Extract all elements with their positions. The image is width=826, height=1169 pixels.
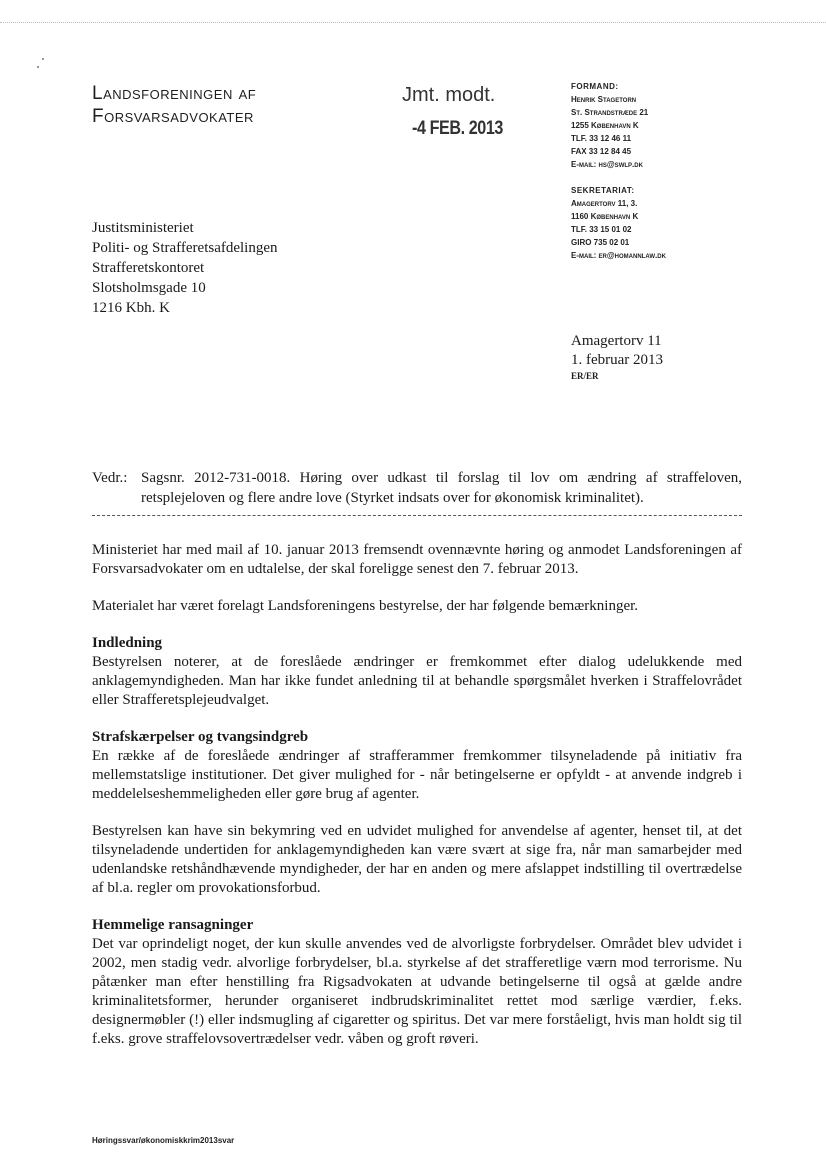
recipient-line: Justitsministeriet	[92, 220, 194, 236]
secretariat-street: Amagertorv 11, 3.	[571, 199, 638, 208]
chair-heading: FORMAND:	[571, 82, 619, 91]
body-paragraph: Materialet har været forelagt Landsforeningens bestyrelse, der har følgende bemærkninger.	[92, 598, 639, 614]
secretariat-phone: TLF. 33 15 01 02	[571, 225, 632, 234]
chair-street: St. Strandstræde 21	[571, 108, 649, 117]
sender-address: Amagertorv 11	[571, 333, 662, 349]
organization-name-line2: Forsvarsadvokater	[92, 106, 254, 127]
secretariat-email: E-mail: er@homannlaw.dk	[571, 251, 666, 260]
body-paragraph: En række af de foreslåede ændringer af strafferammer fremkommer tilsyneladende på initiativ fra mellemstatslige institutioner. Det giver mulighed for - når betingelserne er opfyldt - at anvende indgreb i meddelelseshemmeligheden eller gøre brug af agenter.	[92, 748, 742, 802]
chair-email: E-mail: hs@swlp.dk	[571, 160, 643, 169]
scan-edge-artifact	[0, 22, 826, 23]
section-heading: Indledning	[92, 635, 163, 651]
body-paragraph: Ministeriet har med mail af 10. januar 2013 fremsendt ovennævnte høring og anmodet Landsforeningen af Forsvarsadvokater om en udtalelse, der skal foreligge senest den 7. februar 2013.	[92, 542, 742, 577]
recipient-line: Strafferetskontoret	[92, 260, 205, 276]
secretariat-heading: SEKRETARIAT:	[571, 186, 635, 195]
chair-name: Henrik Stagetorn	[571, 95, 637, 104]
subject-text: Sagsnr. 2012-731-0018. Høring over udkast til forslag til lov om ændring af straffeloven, retsplejeloven og flere andre love (Styrket indsats over for økonomisk kriminalitet).	[141, 470, 742, 506]
received-stamp-label: Jmt. modt.	[402, 84, 496, 106]
organization-name	[92, 82, 256, 128]
secretariat-city: 1160 København K	[571, 212, 639, 221]
body-paragraph: Bestyrelsen kan have sin bekymring ved en udvidet mulighed for anvendelse af agenter, henset til, at det tilsyneladende undertiden for anklagemyndigheden kan være svært at sige fra, når man samarbejder med udenlandske retshåndhævende myndigheder, der har en anden og mere afslappet indstilling til overtrædelse af bl.a. regler om provokationsforbud.	[92, 823, 742, 896]
chair-city: 1255 København K	[571, 121, 639, 130]
recipient-line: 1216 Kbh. K	[92, 300, 170, 316]
scan-speck	[42, 58, 44, 60]
subject-label: Vedr.:	[92, 470, 128, 486]
body-paragraph: Bestyrelsen noterer, at de foreslåede ændringer er fremkommet efter dialog udelukkende med anklagemyndigheden. Man har ikke fundet anledning til at behandle spørgsmålet hverken i Straffelovrådet eller Strafferetsplejeudvalget.	[92, 654, 742, 708]
subject-separator	[92, 515, 742, 516]
body-paragraph: Det var oprindeligt noget, der kun skulle anvendes ved de alvorligste forbrydelser. Området blev udvidet i 2002, men stadig vedr. alvorlige forbrydelser, bl.a. styrkelse af det strafferetlige værn mod terrorisme. Nu påtænker man efter henstilling fra Rigsadvokaten at udvande betingelserne til også at gælde andre kriminalitetsformer, herunder organiseret indbrudskriminalitet rettet mod særlige værdier, f.eks. designermøbler (!) eller indsmugling af cigaretter og spiritus. Det var mere forståeligt, hvis man holdt sig til f.eks. grove straffelovsovertrædelser vedr. våben og groft røveri.	[92, 936, 742, 1047]
section-heading: Hemmelige ransagninger	[92, 917, 254, 933]
organization-name-line1: Landsforeningen af	[92, 83, 257, 104]
recipient-line: Slotsholmsgade 10	[92, 280, 206, 296]
chair-phone: TLF. 33 12 46 11	[571, 134, 632, 143]
subject-line	[92, 468, 742, 508]
reference-initials: ER/ER	[571, 371, 599, 381]
secretariat-giro: GIRO 735 02 01	[571, 238, 630, 247]
file-reference-footer: Høringssvar/økonomiskkrim2013svar	[92, 1136, 235, 1145]
letter-date: 1. februar 2013	[571, 352, 664, 368]
sender-place-date	[571, 332, 663, 382]
received-stamp-date: -4 FEB. 2013	[412, 118, 503, 139]
section-heading: Strafskærpelser og tvangsindgreb	[92, 729, 309, 745]
scan-speck	[37, 66, 39, 68]
chair-fax: FAX 33 12 84 45	[571, 147, 632, 156]
recipient-address	[92, 218, 278, 318]
contact-block	[571, 80, 771, 262]
letter-body	[92, 541, 742, 1067]
recipient-line: Politi- og Strafferetsafdelingen	[92, 240, 278, 256]
received-stamp	[402, 84, 527, 140]
